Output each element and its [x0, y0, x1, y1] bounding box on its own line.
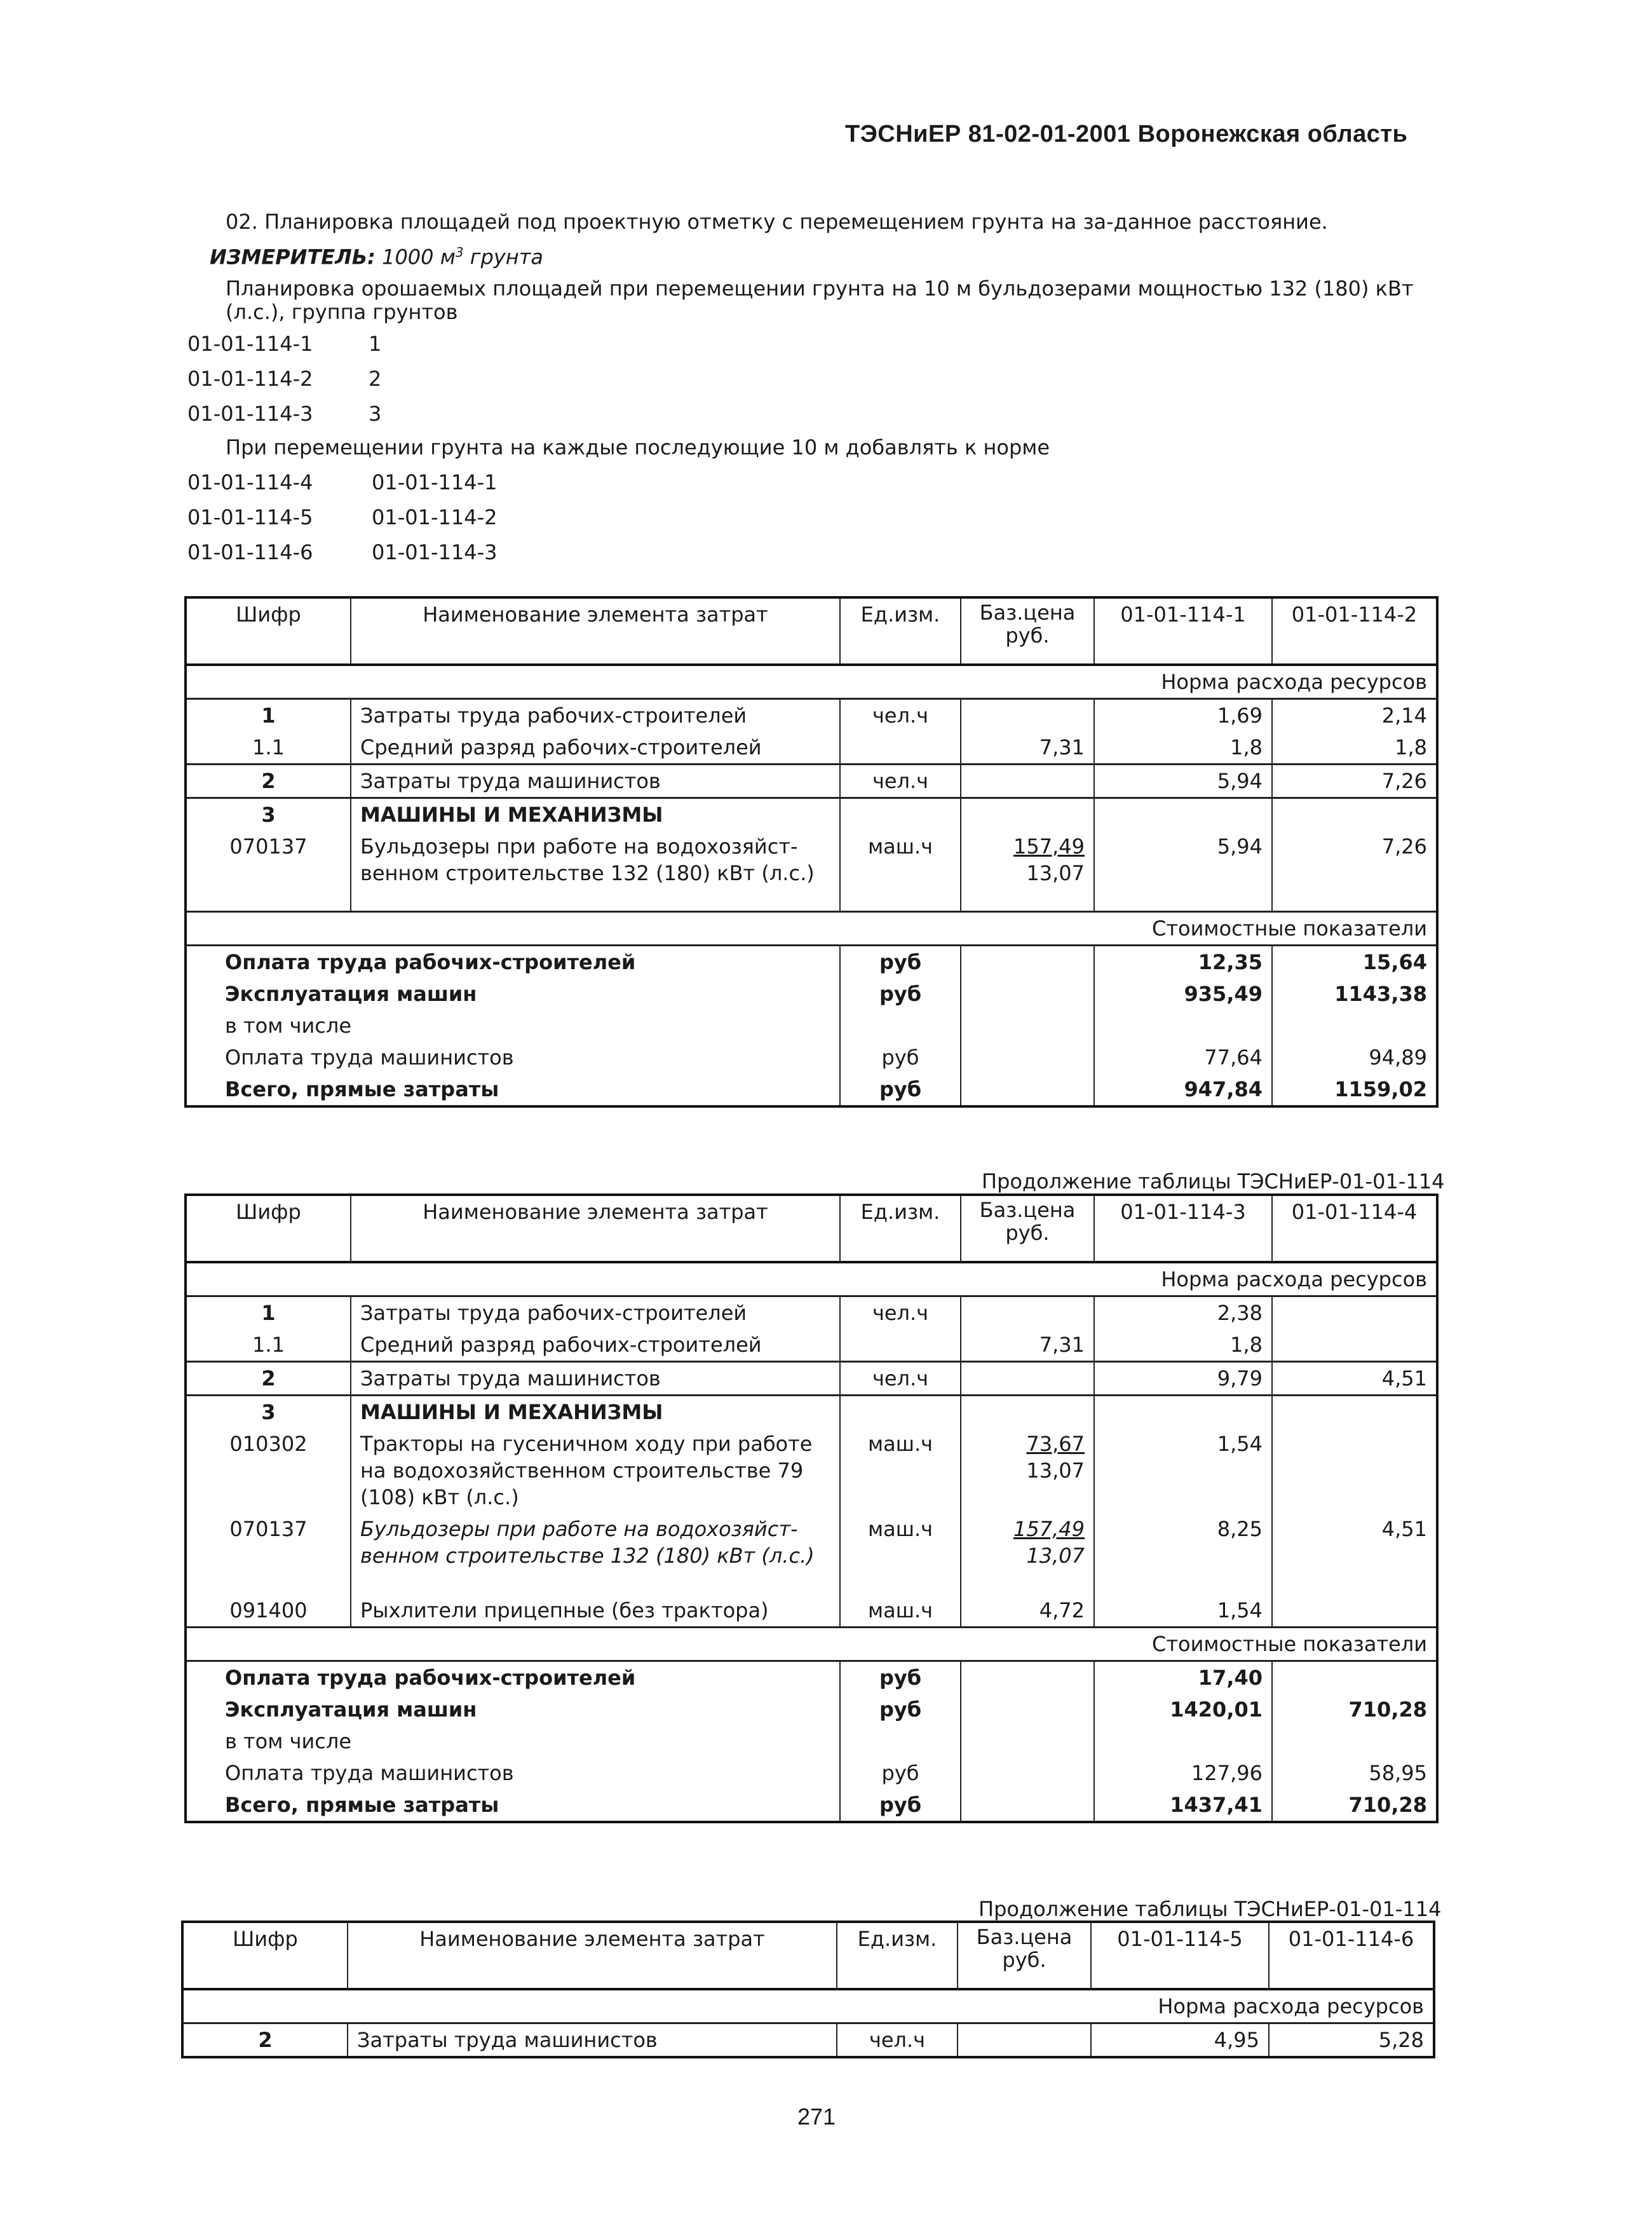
- total-value-1: 935,49: [1094, 978, 1272, 1010]
- machinist-wage: 13,07: [1026, 1544, 1085, 1568]
- row-name: Средний разряд рабочих-строителей: [351, 1329, 840, 1362]
- total-value-2: 1159,02: [1272, 1073, 1437, 1106]
- total-row: [186, 1694, 1437, 1725]
- total-unit: руб: [840, 1757, 961, 1789]
- total-value-2: [1272, 1661, 1437, 1694]
- total-name: Оплата труда машинистов: [186, 1042, 840, 1073]
- col-name-header: Наименование элемента затрат: [348, 1922, 837, 1989]
- page-number: 271: [797, 2104, 836, 2130]
- row-unit: чел.ч: [840, 1362, 961, 1396]
- table-row: [186, 731, 1437, 765]
- col-name-header: Наименование элемента затрат: [351, 597, 840, 665]
- row-code: 2: [186, 765, 351, 798]
- row-name: Затраты труда машинистов: [348, 2023, 837, 2058]
- total-value-1: 1437,41: [1094, 1789, 1272, 1822]
- row-name: Бульдозеры при работе на водохозяйст-венном строительстве 132 (180) кВт (л.с.): [351, 1513, 840, 1594]
- total-value-2: 1143,38: [1272, 978, 1437, 1010]
- total-row: [186, 978, 1437, 1010]
- row-name: Средний разряд рабочих-строителей: [351, 731, 840, 765]
- total-name: Эксплуатация машин: [186, 978, 840, 1010]
- row-unit: чел.ч: [840, 1296, 961, 1329]
- row-value-1: 1,8: [1094, 731, 1272, 765]
- col-price-header: Баз.цена руб.: [961, 1195, 1094, 1262]
- machine-price: 73,67: [1026, 1432, 1085, 1456]
- col-unit-header: Ед.изм.: [837, 1922, 958, 1989]
- col-norm-2-header: 01-01-114-6: [1269, 1922, 1434, 1989]
- col-unit-header: Ед.изм.: [840, 1195, 961, 1262]
- soil-group: 3: [369, 402, 382, 426]
- row-value-1: 1,69: [1094, 699, 1272, 732]
- soil-group: 1: [369, 332, 382, 356]
- row-price: [958, 2023, 1091, 2058]
- table-row: [186, 1513, 1437, 1594]
- row-code: 3: [186, 1396, 351, 1429]
- row-unit: маш.ч: [840, 1594, 961, 1628]
- col-price-header: Баз.цена руб.: [961, 597, 1094, 665]
- continuation-label: Продолжение таблицы ТЭСНиЕР-01-01-114: [978, 1897, 1442, 1921]
- total-value-1: 127,96: [1094, 1757, 1272, 1789]
- measure-unit: грунта: [463, 245, 543, 269]
- row-name: Затраты труда машинистов: [351, 765, 840, 798]
- row-unit: [840, 1329, 961, 1362]
- total-value-2: 58,95: [1272, 1757, 1437, 1789]
- row-code: 070137: [186, 831, 351, 912]
- col-norm-1-header: 01-01-114-5: [1091, 1922, 1269, 1989]
- machine-price: 157,49: [1013, 834, 1085, 859]
- row-value-1: 8,25: [1094, 1513, 1272, 1594]
- row-unit: маш.ч: [840, 1513, 961, 1594]
- code: 01-01-114-4: [187, 470, 313, 494]
- row-price: 4,72: [961, 1594, 1094, 1628]
- row-name: Рыхлители прицепные (без трактора): [351, 1594, 840, 1628]
- code: 01-01-114-5: [187, 505, 313, 529]
- row-value-2: 5,28: [1269, 2023, 1434, 2058]
- row-price: [961, 699, 1094, 732]
- total-unit: руб: [840, 946, 961, 979]
- machinist-wage: 13,07: [1026, 1458, 1085, 1483]
- description-line-1b: (л.с.), группа грунтов: [226, 300, 458, 324]
- row-value-2: 4,51: [1272, 1513, 1437, 1594]
- code: 01-01-114-6: [187, 540, 313, 564]
- row-code: 3: [186, 798, 351, 831]
- table-row: [186, 1329, 1437, 1362]
- row-name: Затраты труда машинистов: [351, 1362, 840, 1396]
- row-name: Затраты труда рабочих-строителей: [351, 699, 840, 732]
- measure-line: [210, 245, 543, 269]
- cost-section-label: Стоимостные показатели: [186, 912, 1437, 946]
- row-unit: чел.ч: [840, 699, 961, 732]
- cost-section-label: Стоимостные показатели: [186, 1628, 1437, 1661]
- total-row: [186, 1073, 1437, 1106]
- row-unit: чел.ч: [837, 2023, 958, 2058]
- norm-section-label: Норма расхода ресурсов: [182, 1989, 1434, 2023]
- table-row: [186, 1396, 1437, 1429]
- row-price: [961, 1513, 1094, 1594]
- row-value-1: 4,95: [1091, 2023, 1269, 2058]
- table-row: [182, 2023, 1434, 2058]
- row-code: 070137: [186, 1513, 351, 1594]
- row-price: 7,31: [961, 1329, 1094, 1362]
- col-code-header: Шифр: [186, 1195, 351, 1262]
- row-code: 010302: [186, 1428, 351, 1513]
- norm-table-1: [184, 596, 1439, 1108]
- base-code: 01-01-114-3: [372, 540, 498, 564]
- table-row: [186, 798, 1437, 831]
- row-price: [961, 1362, 1094, 1396]
- row-unit: [840, 731, 961, 765]
- section-title: 02. Планировка площадей под проектную отметку с перемещением грунта на за-данное расстояние.: [226, 210, 1328, 234]
- row-value-1: 1,54: [1094, 1428, 1272, 1513]
- total-row: [186, 1725, 1437, 1757]
- table-row: [186, 1296, 1437, 1329]
- base-code: 01-01-114-1: [372, 470, 498, 494]
- total-value-1: 77,64: [1094, 1042, 1272, 1073]
- total-name: Оплата труда рабочих-строителей: [186, 946, 840, 979]
- total-name: Всего, прямые затраты: [186, 1789, 840, 1822]
- row-value-1: 1,54: [1094, 1594, 1272, 1628]
- row-value-2: [1272, 1296, 1437, 1329]
- row-name: МАШИНЫ И МЕХАНИЗМЫ: [351, 798, 840, 831]
- total-unit: руб: [840, 978, 961, 1010]
- total-unit: руб: [840, 1042, 961, 1073]
- row-value-2: [1272, 1594, 1437, 1628]
- base-code: 01-01-114-2: [372, 505, 498, 529]
- total-value-1: 12,35: [1094, 946, 1272, 979]
- row-price: [961, 1428, 1094, 1513]
- total-row: [186, 1010, 1437, 1042]
- table-row: [186, 1428, 1437, 1513]
- total-row: [186, 1789, 1437, 1822]
- machine-price: 157,49: [1013, 1517, 1085, 1541]
- row-price: 7,31: [961, 731, 1094, 765]
- row-value-2: 7,26: [1272, 831, 1437, 912]
- total-name: Эксплуатация машин: [186, 1694, 840, 1725]
- total-unit: руб: [840, 1661, 961, 1694]
- total-value-2: 94,89: [1272, 1042, 1437, 1073]
- row-price: [961, 1296, 1094, 1329]
- total-value-2: 710,28: [1272, 1789, 1437, 1822]
- total-name: в том числе: [186, 1725, 840, 1757]
- table-row: [186, 831, 1437, 912]
- description-line-1: Планировка орошаемых площадей при перемещении грунта на 10 м бульдозерами мощностью 132 (180) кВт: [226, 276, 1414, 301]
- row-code: 1: [186, 699, 351, 732]
- total-name: в том числе: [186, 1010, 840, 1042]
- total-value-2: 15,64: [1272, 946, 1437, 979]
- soil-group: 2: [369, 367, 382, 391]
- total-value-2: 710,28: [1272, 1694, 1437, 1725]
- table-row: [186, 1362, 1437, 1396]
- col-code-header: Шифр: [186, 597, 351, 665]
- row-unit: маш.ч: [840, 1428, 961, 1513]
- row-name: Бульдозеры при работе на водохозяйст-венном строительстве 132 (180) кВт (л.с.): [351, 831, 840, 912]
- norm-table-3: [181, 1921, 1435, 2058]
- total-value-1: 17,40: [1094, 1661, 1272, 1694]
- measure-label: ИЗМЕРИТЕЛЬ:: [210, 245, 376, 269]
- code: 01-01-114-3: [187, 402, 313, 426]
- document-header: ТЭСНиЕР 81-02-01-2001 Воронежская область: [845, 121, 1408, 147]
- measure-value: 1000 м: [382, 245, 456, 269]
- total-row: [186, 1661, 1437, 1694]
- machinist-wage: 13,07: [1026, 861, 1085, 885]
- total-row: [186, 946, 1437, 979]
- col-unit-header: Ед.изм.: [840, 597, 961, 665]
- row-code: 2: [182, 2023, 348, 2058]
- row-code: 1: [186, 1296, 351, 1329]
- row-value-2: 7,26: [1272, 765, 1437, 798]
- total-name: Оплата труда рабочих-строителей: [186, 1661, 840, 1694]
- total-unit: руб: [840, 1789, 961, 1822]
- total-row: [186, 1042, 1437, 1073]
- table-row: [186, 765, 1437, 798]
- row-value-1: 9,79: [1094, 1362, 1272, 1396]
- code: 01-01-114-1: [187, 332, 313, 356]
- description-line-2: При перемещении грунта на каждые последующие 10 м добавлять к норме: [226, 435, 1050, 459]
- measure-sup: 3: [455, 245, 464, 260]
- col-norm-2-header: 01-01-114-2: [1272, 597, 1437, 665]
- row-name: Затраты труда рабочих-строителей: [351, 1296, 840, 1329]
- row-code: 2: [186, 1362, 351, 1396]
- row-name: МАШИНЫ И МЕХАНИЗМЫ: [351, 1396, 840, 1429]
- code: 01-01-114-2: [187, 367, 313, 391]
- row-value-2: [1272, 1428, 1437, 1513]
- row-value-1: 5,94: [1094, 765, 1272, 798]
- row-price: [961, 765, 1094, 798]
- row-value-1: 5,94: [1094, 831, 1272, 912]
- row-code: 091400: [186, 1594, 351, 1628]
- row-value-2: 4,51: [1272, 1362, 1437, 1396]
- table-row: [186, 1594, 1437, 1628]
- row-value-2: 2,14: [1272, 699, 1437, 732]
- col-norm-1-header: 01-01-114-1: [1094, 597, 1272, 665]
- row-value-2: 1,8: [1272, 731, 1437, 765]
- col-price-header: Баз.цена руб.: [958, 1922, 1091, 1989]
- col-norm-1-header: 01-01-114-3: [1094, 1195, 1272, 1262]
- row-code: 1.1: [186, 731, 351, 765]
- norm-table-2: [184, 1193, 1439, 1823]
- col-name-header: Наименование элемента затрат: [351, 1195, 840, 1262]
- row-value-1: 2,38: [1094, 1296, 1272, 1329]
- row-value-1: 1,8: [1094, 1329, 1272, 1362]
- total-unit: руб: [840, 1073, 961, 1106]
- total-unit: руб: [840, 1694, 961, 1725]
- norm-section-label: Норма расхода ресурсов: [186, 665, 1437, 699]
- total-name: Оплата труда машинистов: [186, 1757, 840, 1789]
- row-name: Тракторы на гусеничном ходу при работе на водохозяйственном строительстве 79 (108) кВт (л.с.): [351, 1428, 840, 1513]
- total-value-1: 947,84: [1094, 1073, 1272, 1106]
- row-unit: чел.ч: [840, 765, 961, 798]
- row-value-2: [1272, 1329, 1437, 1362]
- col-code-header: Шифр: [182, 1922, 348, 1989]
- row-code: 1.1: [186, 1329, 351, 1362]
- total-name: Всего, прямые затраты: [186, 1073, 840, 1106]
- row-unit: маш.ч: [840, 831, 961, 912]
- continuation-label: Продолжение таблицы ТЭСНиЕР-01-01-114: [982, 1169, 1445, 1193]
- row-price: [961, 831, 1094, 912]
- total-value-1: 1420,01: [1094, 1694, 1272, 1725]
- col-norm-2-header: 01-01-114-4: [1272, 1195, 1437, 1262]
- table-row: [186, 699, 1437, 732]
- norm-section-label: Норма расхода ресурсов: [186, 1262, 1437, 1296]
- total-row: [186, 1757, 1437, 1789]
